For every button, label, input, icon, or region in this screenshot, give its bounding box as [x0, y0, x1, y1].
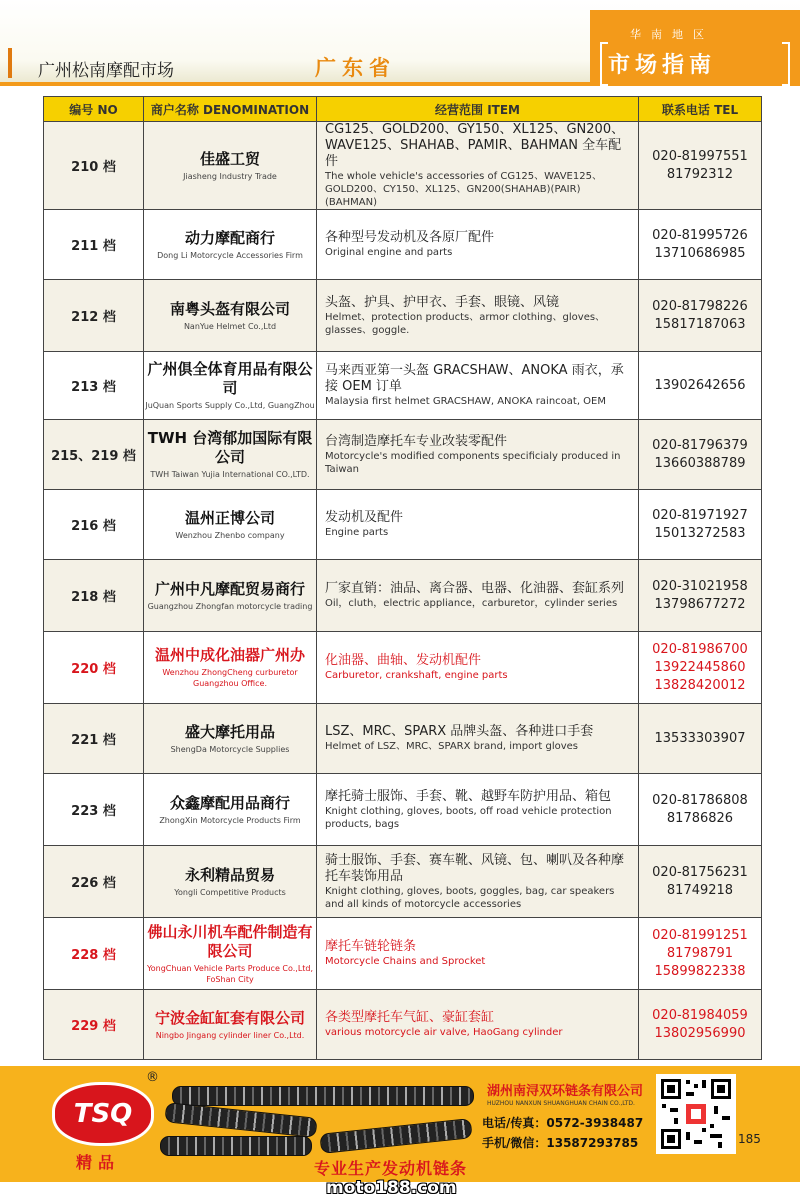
tel-line: 13802956990 — [654, 1025, 746, 1041]
business-scope-cell — [317, 352, 639, 420]
business-scope-cell — [317, 280, 639, 352]
quality-label: 精品 — [76, 1153, 121, 1172]
merchant-name-cell — [144, 918, 317, 990]
business-scope-cell — [317, 122, 639, 210]
tel-line: 81786826 — [666, 810, 734, 826]
business-scope-cn: LSZ、MRC、SPARX 品牌头盔、各种进口手套 — [325, 724, 594, 739]
business-scope-en: The whole vehicle's accessories of CG125、WAVE125、GOLD200、CY150、XL125、GN200(SHAHAB)(PAIR)(BAHMAN) — [325, 171, 602, 208]
merchant-name-cn: 永利精品贸易 — [184, 865, 275, 884]
table-body — [44, 122, 762, 1060]
merchant-name-cn: 宁波金缸缸套有限公司 — [154, 1008, 305, 1027]
guide-label: 市场指南 — [608, 53, 717, 78]
business-scope-cn: 摩托骑士服饰、手套、靴、越野车防护用品、箱包 — [325, 788, 612, 804]
merchant-name-cn: TWH 台湾郁加国际有限公司 — [147, 429, 313, 466]
business-scope-cn: 厂家直销：油品、离合器、电器、化油器、套缸系列 — [325, 581, 625, 596]
merchant-name-cn: 温州中成化油器广州办 — [154, 646, 305, 664]
merchant-name-cell — [144, 560, 317, 632]
booth-number: 228 档 — [44, 918, 144, 990]
contact-tel-cell — [639, 280, 762, 352]
company-name: 湖州南浔双环链条有限公司 — [487, 1084, 644, 1099]
tel-line: 020-81796379 — [652, 437, 748, 453]
contact-tel-cell — [639, 774, 762, 846]
table-row — [44, 560, 762, 632]
tel-line: 13902642656 — [654, 377, 746, 393]
contact-tel-cell — [639, 490, 762, 560]
contact-tel-cell — [639, 352, 762, 420]
business-scope-en: various motorcycle air valve, HaoGang cylinder — [325, 1027, 563, 1038]
merchant-name-en: Wenzhou Zhenbo company — [175, 530, 285, 540]
table-row — [44, 846, 762, 918]
business-scope-en: Motorcycle's modified components specificialy produced in Taiwan — [325, 450, 621, 475]
table-row — [44, 122, 762, 210]
business-scope-cn: 台湾制造摩托车专业改装零配件 — [325, 433, 508, 449]
table-row — [44, 210, 762, 280]
table-row — [44, 704, 762, 774]
business-scope-en: Helmet of LSZ、MRC、SPARX brand, import gloves — [325, 741, 578, 752]
contact-tel-cell — [639, 990, 762, 1060]
table-row — [44, 420, 762, 490]
booth-number: 218 档 — [44, 560, 144, 632]
region-label: 华南地区 — [630, 28, 714, 41]
business-scope-en: Oil，cluth，electric appliance，carburetor，cylinder series — [325, 598, 618, 609]
merchant-name-cn: 动力摩配商行 — [184, 228, 275, 247]
table-row — [44, 352, 762, 420]
merchant-name-cn: 南粤头盔有限公司 — [169, 299, 290, 318]
table-row — [44, 774, 762, 846]
chain-image-4 — [160, 1136, 312, 1156]
tel-line: 020-81756231 — [652, 864, 748, 880]
business-scope-en: Helmet、protection products、armor clothing、gloves、glasses、goggle. — [325, 311, 606, 336]
booth-number: 215、219 档 — [44, 420, 144, 490]
tel-line: 13710686985 — [654, 245, 746, 261]
business-scope-en: Carburetor, crankshaft, engine parts — [325, 670, 508, 681]
business-scope-en: Knight clothing, gloves, boots, off road vehicle protection products, bags — [325, 805, 612, 830]
business-scope-cell — [317, 990, 639, 1060]
contact-tel-cell — [639, 846, 762, 918]
booth-number: 210 档 — [44, 122, 144, 210]
merchant-name-cn: 众鑫摩配用品商行 — [169, 793, 290, 812]
business-scope-cell — [317, 632, 639, 704]
tel-line: 020-81971927 — [652, 507, 748, 523]
tel-line: 13660388789 — [654, 455, 746, 471]
tel-line: 13533303907 — [654, 730, 746, 746]
header-tel: 联系电话 TEL — [639, 97, 762, 122]
merchant-name-en: Wenzhou ZhongCheng curburetor Guangzhou Office. — [162, 668, 298, 688]
merchant-name-en: TWH Taiwan Yujia International CO.,LTD. — [150, 470, 310, 479]
merchant-name-en: ZhongXin Motorcycle Products Firm — [159, 815, 301, 825]
merchant-table — [43, 96, 762, 1060]
merchant-name-cn: 广州俱全体育用品有限公司 — [147, 360, 313, 397]
merchant-name-cell — [144, 774, 317, 846]
business-scope-cell — [317, 918, 639, 990]
tel-line: 020-81995726 — [652, 227, 748, 243]
chain-image-3 — [319, 1118, 472, 1154]
merchant-name-cn: 广州中凡摩配贸易商行 — [154, 579, 305, 598]
contact-tel-cell — [639, 210, 762, 280]
business-scope-cn: 化油器、曲轴、发动机配件 — [325, 653, 482, 668]
merchant-name-cell — [144, 122, 317, 210]
tel-line: 020-81786808 — [652, 792, 748, 808]
business-scope-en: Knight clothing, gloves, boots, goggles, bag, car speakers and all kinds of motorcycle accessories — [325, 885, 615, 910]
business-scope-en: Malaysia first helmet GRACSHAW, ANOKA raincoat, OEM — [325, 396, 606, 407]
business-scope-en: Motorcycle Chains and Sprocket — [325, 956, 486, 967]
tel-line: 020-81991251 — [652, 927, 748, 943]
booth-number: 211 档 — [44, 210, 144, 280]
business-scope-cn: CG125、GOLD200、GY150、XL125、GN200、WAVE125、SHAHAB、PAMIR、BAHMAN 全车配件 — [325, 122, 625, 169]
merchant-name-cn: 佛山永川机车配件制造有限公司 — [147, 922, 313, 960]
merchant-name-cell — [144, 210, 317, 280]
business-scope-cn: 骑士服饰、手套、赛车靴、风镜、包、喇叭及各种摩托车装饰用品 — [325, 852, 625, 884]
business-scope-cell — [317, 420, 639, 490]
qr-code-icon — [656, 1074, 736, 1154]
merchant-name-cn: 佳盛工贸 — [199, 149, 260, 168]
tel-line: 020-81997551 — [652, 148, 748, 164]
tel-line: 020-81984059 — [652, 1007, 748, 1023]
tel-line: 81749218 — [666, 882, 734, 898]
slogan: 专业生产发动机链条 — [314, 1159, 468, 1178]
business-scope-cell — [317, 774, 639, 846]
booth-number: 223 档 — [44, 774, 144, 846]
chain-image-2 — [164, 1102, 317, 1138]
header-item: 经营范围 ITEM — [317, 97, 639, 122]
tel-line: 15817187063 — [654, 316, 746, 332]
tel-line: 020-81798226 — [652, 298, 748, 314]
booth-number: 213 档 — [44, 352, 144, 420]
header-accent-bar — [8, 48, 12, 78]
province-title: 广东省 — [315, 56, 396, 80]
merchant-name-en: NanYue Helmet Co.,Ltd — [183, 321, 277, 331]
mobile-wechat: 手机/微信：13587293785 — [482, 1136, 639, 1150]
header-divider — [0, 82, 590, 86]
merchant-name-cn: 温州正博公司 — [184, 508, 275, 527]
booth-number: 216 档 — [44, 490, 144, 560]
business-scope-cn: 各种型号发动机及各原厂配件 — [325, 230, 495, 245]
tel-line: 15899822338 — [654, 963, 746, 979]
merchant-name-en: Yongli Competitive Products — [174, 887, 286, 897]
footer-ad — [0, 1066, 800, 1198]
business-scope-cell — [317, 490, 639, 560]
chain-image-1 — [172, 1086, 474, 1106]
business-scope-cell — [317, 704, 639, 774]
tel-line: 13798677272 — [654, 596, 746, 612]
contact-tel-cell — [639, 632, 762, 704]
tel-line: 13922445860 — [654, 659, 746, 675]
merchant-name-en: JuQuan Sports Supply Co.,Ltd, GuangZhou — [145, 401, 315, 410]
booth-number: 220 档 — [44, 632, 144, 704]
merchant-name-en: Jiasheng Industry Trade — [183, 171, 277, 181]
booth-number: 229 档 — [44, 990, 144, 1060]
merchant-name-en: YongChuan Vehicle Parts Produce Co.,Ltd, FoShan City — [146, 963, 314, 984]
contact-tel-cell — [639, 704, 762, 774]
merchant-name-cell — [144, 704, 317, 774]
tel-line: 81798791 — [666, 945, 734, 961]
registered-mark: ® — [146, 1070, 159, 1085]
merchant-name-en: Dong Li Motorcycle Accessories Firm — [157, 250, 303, 260]
business-scope-cn: 各类型摩托车气缸、豪缸套缸 — [325, 1010, 495, 1025]
header-no: 编号 NO — [44, 97, 144, 122]
business-scope-cn: 头盔、护具、护甲衣、手套、眼镜、风镜 — [325, 294, 560, 310]
tel-line: 81792312 — [666, 166, 734, 182]
site-watermark: moto188.com — [326, 1178, 457, 1198]
business-scope-cn: 发动机及配件 — [325, 510, 404, 525]
business-scope-cn: 马来西亚第一头盔 GRACSHAW、ANOKA 雨衣，承接 OEM 订单 — [325, 363, 624, 394]
merchant-name-en: Ningbo Jingang cylinder liner Co.,Ltd. — [155, 1030, 305, 1040]
tel-line: 13828420012 — [654, 677, 746, 693]
contact-tel-cell — [639, 122, 762, 210]
bracket-left-icon — [600, 42, 608, 86]
page-number: 185 — [738, 1132, 761, 1146]
contact-tel-cell — [639, 560, 762, 632]
market-guide-badge — [590, 10, 800, 86]
table-header-row — [44, 97, 762, 122]
booth-number: 221 档 — [44, 704, 144, 774]
merchant-name-cell — [144, 280, 317, 352]
table-row — [44, 280, 762, 352]
bracket-right-icon — [782, 42, 790, 86]
header-name: 商户名称 DENOMINATION — [144, 97, 317, 122]
booth-number: 226 档 — [44, 846, 144, 918]
merchant-name-cell — [144, 420, 317, 490]
company-name-en: HUZHOU NANXUN SHUANGHUAN CHAIN CO.,LTD. — [487, 1100, 635, 1107]
merchant-name-en: Guangzhou Zhongfan motorcycle trading — [147, 601, 313, 611]
tel-line: 15013272583 — [654, 525, 746, 541]
table-row — [44, 990, 762, 1060]
contact-tel-cell — [639, 918, 762, 990]
market-name: 广州松南摩配市场 — [38, 61, 174, 81]
phone-fax: 电话/传真：0572-3938487 — [482, 1116, 644, 1130]
merchant-name-cell — [144, 490, 317, 560]
merchant-name-cell — [144, 846, 317, 918]
business-scope-cell — [317, 560, 639, 632]
table-row — [44, 632, 762, 704]
business-scope-en: Engine parts — [325, 527, 389, 538]
page-header — [0, 0, 800, 86]
merchant-name-cell — [144, 990, 317, 1060]
tel-line: 020-31021958 — [652, 578, 748, 594]
booth-number: 212 档 — [44, 280, 144, 352]
merchant-name-en: ShengDa Motorcycle Supplies — [170, 744, 290, 754]
business-scope-cell — [317, 846, 639, 918]
contact-tel-cell — [639, 420, 762, 490]
business-scope-en: Original engine and parts — [325, 247, 453, 258]
tsq-logo: TSQ — [52, 1082, 154, 1146]
table-row — [44, 490, 762, 560]
merchant-name-cell — [144, 632, 317, 704]
merchant-name-cell — [144, 352, 317, 420]
business-scope-cell — [317, 210, 639, 280]
merchant-name-cn: 盛大摩托用品 — [184, 722, 275, 741]
business-scope-cn: 摩托车链轮链条 — [325, 939, 417, 954]
table-row — [44, 918, 762, 990]
tel-line: 020-81986700 — [652, 641, 748, 657]
